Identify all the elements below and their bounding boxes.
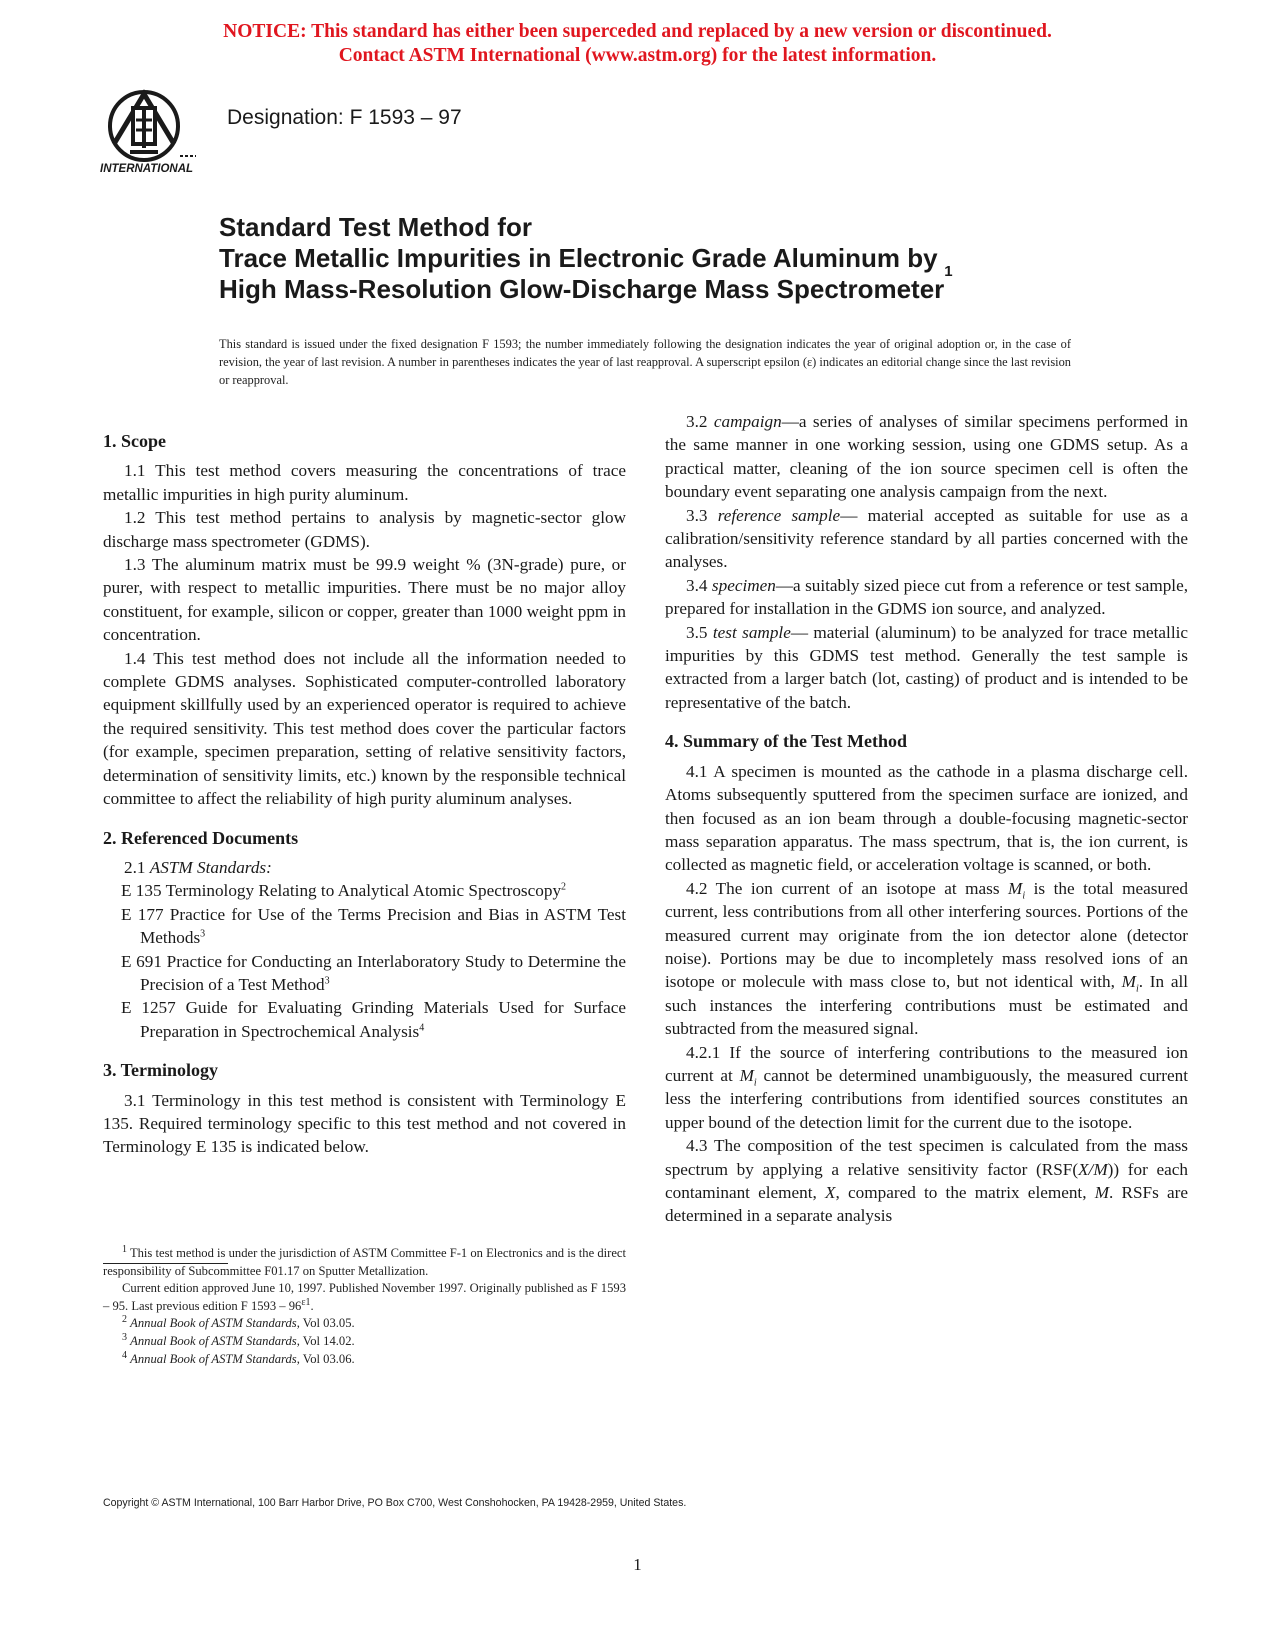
ref-item-text: E 177 Practice for Use of the Terms Precision and Bias in ASTM Test Methods — [121, 904, 626, 948]
ref-item — [103, 879, 626, 902]
def-num: 3.4 — [686, 575, 708, 595]
section-heading-referenced: 2. Referenced Documents — [103, 827, 299, 848]
def-term: campaign — [713, 412, 782, 431]
edition-text: Current edition approved June 10, 1997. Published November 1997. Originally published as F 1593 – 95. Last previous edition F 1593 – 96 — [103, 1281, 626, 1313]
footnote-2 — [103, 1315, 626, 1333]
footnote-1 — [103, 1245, 626, 1280]
ref-item — [103, 903, 626, 950]
def-term: specimen — [711, 575, 776, 595]
footnote-mark: 3 — [122, 1331, 127, 1343]
footnote-mark: 1 — [122, 1243, 127, 1255]
text: 4.2.1 If the source of interfering contributions to the measured ion current at — [665, 1042, 1188, 1085]
paragraph-4-2 — [665, 877, 1188, 1041]
def-text: a series of analyses of similar specimens performed in the same manner in one working session, using one GDMS setup. As a practical matter, cleaning of the ion source specimen cell is often the boundary event separating one analysis campaign from the next. — [665, 412, 1188, 502]
left-column — [103, 430, 626, 1159]
ref-sub-title: ASTM Standards: — [149, 857, 272, 877]
def-sep: — — [775, 575, 794, 595]
volume: , Vol 14.02. — [296, 1333, 355, 1348]
definition-3-4 — [665, 574, 1188, 621]
paragraph-3-1: 3.1 Terminology in this test method is consistent with Terminology E 135. Required terminology specific to this test method and not covered in Terminology E 135 is indicated below. — [103, 1090, 626, 1157]
epsilon-mark: ε1 — [301, 1296, 311, 1308]
right-column — [665, 410, 1188, 1228]
page-number: 1 — [633, 1555, 642, 1574]
edition-end: . — [310, 1298, 314, 1313]
section-heading-terminology: 3. Terminology — [103, 1060, 219, 1081]
ref-item — [103, 996, 626, 1043]
book-title: Annual Book of ASTM Standards — [130, 1351, 297, 1366]
symbol-i: i — [1136, 983, 1139, 995]
paragraph-4-1: 4.1 A specimen is mounted as the cathode in a plasma discharge cell. Atoms subsequently sputtered from the specimen surface are ionized, and then focused as an ion beam through a double-focusing magnetic-sector mass separation apparatus. The mass spectrum, that is, the ion current, is collected as magnetic field, or acceleration voltage is scanned, or both. — [665, 761, 1188, 875]
ref-item-note: 3 — [200, 928, 206, 940]
section-heading-scope: 1. Scope — [103, 431, 166, 451]
symbol-m: M — [739, 1065, 754, 1085]
text: . RSFs are determined in a separate analysis — [665, 1183, 1188, 1226]
superseded-notice — [0, 20, 1275, 68]
def-text: a suitably sized piece cut from a reference or test sample, prepared for installation in the GDMS ion source, and analyzed. — [665, 575, 1188, 619]
footnote-mark: 2 — [122, 1314, 127, 1326]
footnote-1-edition — [103, 1280, 626, 1315]
symbol-m: M — [1008, 878, 1023, 898]
book-title: Annual Book of ASTM Standards — [130, 1333, 297, 1348]
copyright: Copyright © ASTM International, 100 Barr Harbor Drive, PO Box C700, West Conshohocken, PA 19428-2959, United States. — [103, 1497, 687, 1509]
symbol-i: i — [753, 1077, 757, 1089]
volume: , Vol 03.06. — [296, 1351, 355, 1366]
astm-logo-icon — [100, 86, 210, 178]
definition-3-5 — [665, 621, 1188, 715]
book-title: Annual Book of ASTM Standards — [130, 1316, 297, 1331]
ref-item-note: 2 — [561, 881, 567, 893]
issued-note: This standard is issued under the fixed designation F 1593; the number immediately following the designation indicates the year of original adoption or, in the case of revision, the year of last revision. A number in parentheses indicates the year of last reapproval. A superscript epsilon (ε) indicates an editorial change since the last revision or reapproval. — [219, 337, 1071, 387]
ref-item-note: 4 — [419, 1022, 425, 1034]
symbol-i: i — [1022, 890, 1026, 902]
text: 4.3 The composition of the test specimen is calculated from the mass spectrum by applying a relative sensitivity factor (RSF( — [665, 1136, 1188, 1179]
text: , compared to the matrix element, — [835, 1183, 1095, 1202]
def-term: test sample — [712, 622, 791, 642]
section-heading-summary: 4. Summary of the Test Method — [665, 731, 907, 752]
def-sep: — — [781, 412, 799, 431]
text: cannot be determined unambiguously, the measured current less the interfering contributions from identified sources constitutes an upper bound of the detection limit for the current due to the isotope. — [665, 1065, 1188, 1132]
symbol-x: X — [825, 1183, 836, 1202]
text: )) for each contaminant element, — [665, 1159, 1188, 1202]
title-footnote-mark: 1 — [944, 263, 953, 280]
def-num: 3.2 — [686, 412, 708, 431]
paragraph-1-4: 1.4 This test method does not include all the information needed to complete GDMS analyses. Sophisticated computer-controlled laboratory equipment skillfully used by an experienced operator is required to achieve the required sensitivity. This test method does cover the particular factors (for example, specimen preparation, setting of relative sensitivity factors, determination of sensitivity limits, etc.) known by the responsible technical committee to affect the reliability of high purity aluminum analyses. — [103, 648, 626, 809]
notice-line-2: Contact ASTM International (www.astm.org) for the latest information. — [338, 45, 937, 66]
footnote-4 — [103, 1351, 626, 1369]
ref-sub-num: 2.1 — [124, 857, 146, 877]
logo-international-text: INTERNATIONAL — [100, 163, 194, 175]
symbol-m: M — [1121, 972, 1136, 992]
paragraph-4-3 — [665, 1134, 1188, 1228]
symbol-xm: X/M — [1078, 1159, 1108, 1179]
def-num: 3.5 — [686, 622, 708, 642]
ref-item-text: E 135 Terminology Relating to Analytical Atomic Spectroscopy — [121, 881, 562, 901]
designation: Designation: F 1593 – 97 — [227, 106, 462, 129]
ref-item-text: E 691 Practice for Conducting an Interlaboratory Study to Determine the Precision of a Test Method — [121, 951, 626, 994]
paragraph-1-1: 1.1 This test method covers measuring the concentrations of trace metallic impurities in high purity aluminum. — [103, 461, 626, 504]
paragraph-1-3: 1.3 The aluminum matrix must be 99.9 weight % (3N-grade) pure, or purer, with respect to metallic impurities. There must be no major alloy constituent, for example, silicon or copper, greater than 1000 weight ppm in concentration. — [103, 555, 626, 645]
notice-line-1: NOTICE: This standard has either been superceded and replaced by a new version or discontinued. — [223, 21, 1052, 42]
text: is the total measured current, less contributions from all other interfering sources. Portions of the measured current may originate from the ion detector alone (detector noise). Portions may be due to incompletely mass resolved ions of an isotope or molecule with mass close to, but not identical with, — [665, 878, 1188, 992]
paragraph-4-2-1 — [665, 1041, 1188, 1135]
def-sep: — — [790, 622, 814, 642]
def-text: material (aluminum) to be analyzed for trace metallic impurities by this GDMS test method. Generally the test sample is extracted from a larger batch (lot, casting) of product and is intended to be representative of the batch. — [665, 622, 1189, 712]
footnote-1-text: This test method is under the jurisdiction of ASTM Committee F-1 on Electronics and is the direct responsibility of Subcommittee F01.17 on Sputter Metallization. — [103, 1246, 627, 1278]
def-text: material accepted as suitable for use as a calibration/sensitivity reference standard by all parties concerned with the analyses. — [665, 505, 1189, 572]
def-term: reference sample — [717, 505, 841, 525]
ref-item-note: 3 — [324, 975, 330, 987]
title-line-1: Standard Test Method for — [219, 212, 532, 242]
ref-item-text: E 1257 Guide for Evaluating Grinding Materials Used for Surface Preparation in Spectrochemical Analysis — [121, 998, 626, 1041]
def-sep: — — [840, 505, 868, 525]
footnote-3 — [103, 1333, 626, 1351]
title-line-3 — [219, 263, 1119, 305]
paragraph-2-1 — [103, 856, 626, 879]
title-line-3-text: High Mass-Resolution Glow-Discharge Mass Spectrometer — [219, 274, 945, 304]
footnotes — [103, 1245, 626, 1368]
definition-3-3 — [665, 504, 1188, 574]
text: . In all such instances the interfering contributions must be estimated and subtracted from the measured signal. — [665, 972, 1189, 1039]
def-num: 3.3 — [686, 505, 708, 525]
volume: , Vol 03.05. — [296, 1316, 355, 1331]
ref-item — [103, 950, 626, 997]
definition-3-2 — [665, 410, 1188, 504]
symbol-m: M — [1094, 1183, 1110, 1202]
text: 4.2 The ion current of an isotope at mass — [686, 878, 1009, 898]
paragraph-1-2: 1.2 This test method pertains to analysis by magnetic-sector glow discharge mass spectrometer (GDMS). — [103, 508, 626, 551]
footnote-mark: 4 — [122, 1349, 127, 1361]
document-title — [219, 212, 1119, 305]
title-line-2: Trace Metallic Impurities in Electronic Grade Aluminum by — [219, 243, 938, 273]
